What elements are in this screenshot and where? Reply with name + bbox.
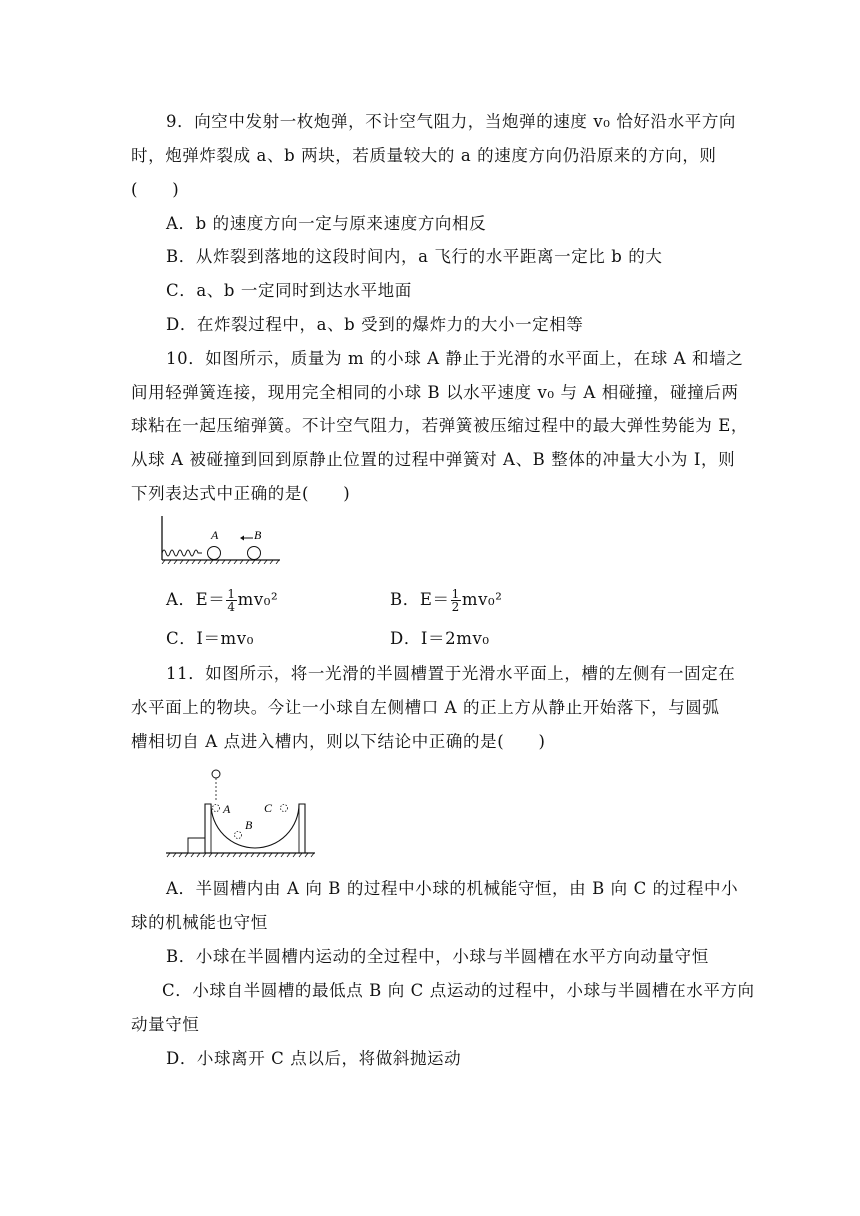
q9-option-c: C．a、b 一定同时到达水平地面	[166, 281, 412, 300]
q9-line-3: ( )	[131, 180, 180, 199]
q10-line-2: 间用轻弹簧连接，现用完全相同的小球 B 以水平速度 v₀ 与 A 相碰撞，碰撞后两	[131, 383, 739, 402]
q11-line-3: 槽相切自 A 点进入槽内，则以下结论中正确的是( )	[131, 732, 546, 751]
q10-option-a	[166, 588, 278, 613]
q10-option-c: C．I＝mv₀	[166, 629, 254, 648]
q11-option-b: B．小球在半圆槽内运动的全过程中，小球与半圆槽在水平方向动量守恒	[166, 947, 709, 966]
q11-option-a-line-1: A．半圆槽内由 A 向 B 的过程中小球的机械能守恒，由 B 向 C 的过程中小	[166, 879, 739, 898]
q11-fig-label-b: B	[245, 818, 253, 832]
q9-line-1: 9．向空中发射一枚炮弹，不计空气阻力，当炮弹的速度 v₀ 恰好沿水平方向	[166, 112, 737, 131]
q11-option-c-line-1: C．小球自半圆槽的最低点 B 向 C 点运动的过程中，小球与半圆槽在水平方向	[162, 981, 755, 1000]
q10-option-a-fraction	[226, 588, 236, 613]
q11-line-2: 水平面上的物块。今让一小球自左侧槽口 A 的正上方从静止开始落下，与圆弧	[131, 698, 720, 717]
q10-fig-label-b: B	[254, 528, 262, 542]
q9-option-d: D．在炸裂过程中，a、b 受到的爆炸力的大小一定相等	[166, 315, 584, 334]
q10-option-b	[390, 588, 502, 613]
q9-line-2: 时，炮弹炸裂成 a、b 两块，若质量较大的 a 的速度方向仍沿原来的方向，则	[131, 146, 717, 165]
q9-option-a: A．b 的速度方向一定与原来速度方向相反	[166, 214, 487, 233]
q10-option-a-suffix: mv₀²	[237, 590, 279, 609]
q11-option-d: D．小球离开 C 点以后，将做斜抛运动	[166, 1049, 462, 1068]
q10-option-b-numerator: 1	[451, 587, 460, 601]
q11-half-circle-groove-figure	[160, 762, 320, 862]
q10-line-3: 球粘在一起压缩弹簧。不计空气阻力，若弹簧被压缩过程中的最大弹性势能为 E，	[131, 416, 748, 435]
q10-option-a-numerator: 1	[227, 587, 236, 601]
q10-fig-label-a: A	[211, 528, 219, 542]
q10-option-b-denominator: 2	[451, 600, 460, 614]
q10-option-b-fraction	[451, 588, 461, 613]
q11-option-a-line-2: 球的机械能也守恒	[131, 913, 268, 932]
q10-option-d: D．I＝2mv₀	[390, 629, 490, 648]
q10-spring-figure	[155, 512, 285, 564]
q10-line-4: 从球 A 被碰撞到回到原静止位置的过程中弹簧对 A、B 整体的冲量大小为 I，则	[131, 450, 736, 469]
q11-line-1: 11．如图所示，将一光滑的半圆槽置于光滑水平面上，槽的左侧有一固定在	[166, 664, 736, 683]
q10-option-a-prefix: A．E＝	[166, 590, 226, 609]
q11-fig-label-a: A	[223, 802, 231, 816]
q11-option-c-line-2: 动量守恒	[131, 1015, 200, 1034]
q10-line-1: 10．如图所示，质量为 m 的小球 A 静止于光滑的水平面上，在球 A 和墙之	[166, 349, 744, 368]
q9-option-b: B．从炸裂到落地的这段时间内，a 飞行的水平距离一定比 b 的大	[166, 247, 663, 266]
q10-line-5: 下列表达式中正确的是( )	[131, 484, 351, 503]
q10-option-b-suffix: mv₀²	[461, 590, 503, 609]
q10-option-a-denominator: 4	[227, 600, 236, 614]
q11-fig-label-c: C	[264, 801, 273, 815]
q10-option-b-prefix: B．E＝	[390, 590, 450, 609]
